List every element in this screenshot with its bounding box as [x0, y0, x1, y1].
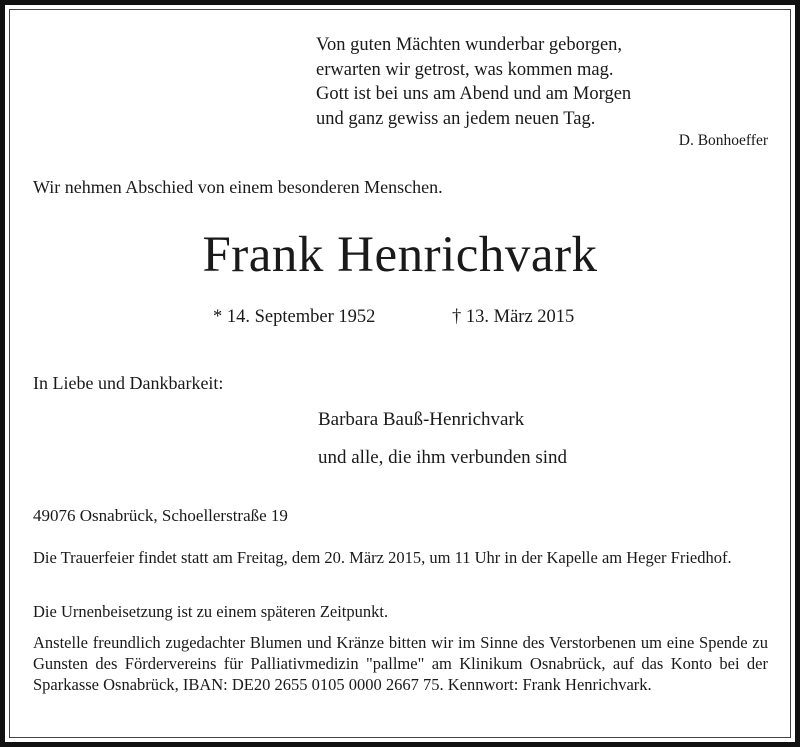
love-line: In Liebe und Dankbarkeit: — [33, 373, 224, 393]
donation-paragraph: Anstelle freundlich zugedachter Blumen und Kränze bitten wir im Sinne des Verstorbenen um eine Spende zu Gunsten des Fördervereins für Palliativmedizin "pallme" am Klinikum Osnabrück, auf das Konto bei der Sparkasse Osnabrück, IBAN: DE20 2655 0105 0000 2667 75. Kennwort: Frank Henrichvark. — [33, 633, 768, 694]
poem-line: Gott ist bei uns am Abend und am Morgen — [316, 84, 632, 104]
birth-date: * 14. September 1952 — [213, 307, 376, 327]
death-date: † 13. März 2015 — [452, 307, 575, 327]
farewell-line: Wir nehmen Abschied von einem besonderen Menschen. — [33, 177, 443, 197]
deceased-name: Frank Henrichvark — [202, 227, 598, 283]
mourner-name: Barbara Bauß-Henrichvark — [318, 409, 525, 430]
poem-line: erwarten wir getrost, was kommen mag. — [316, 59, 614, 80]
mourner-others: und alle, die ihm verbunden sind — [318, 447, 568, 468]
poem-line: und ganz gewiss an jedem neuen Tag. — [316, 108, 596, 129]
poem-line: Von guten Mächten wunderbar geborgen, — [316, 35, 623, 55]
poem — [316, 33, 631, 131]
address: 49076 Osnabrück, Schoellerstraße 19 — [33, 506, 288, 525]
poem-author: D. Bonhoeffer — [678, 132, 768, 149]
funeral-service-paragraph: Die Trauerfeier findet statt am Freitag, dem 20. März 2015, um 11 Uhr in der Kapelle am Heger Friedhof. — [33, 548, 732, 567]
urn-burial-paragraph: Die Urnenbeisetzung ist zu einem späteren Zeitpunkt. — [33, 602, 389, 621]
